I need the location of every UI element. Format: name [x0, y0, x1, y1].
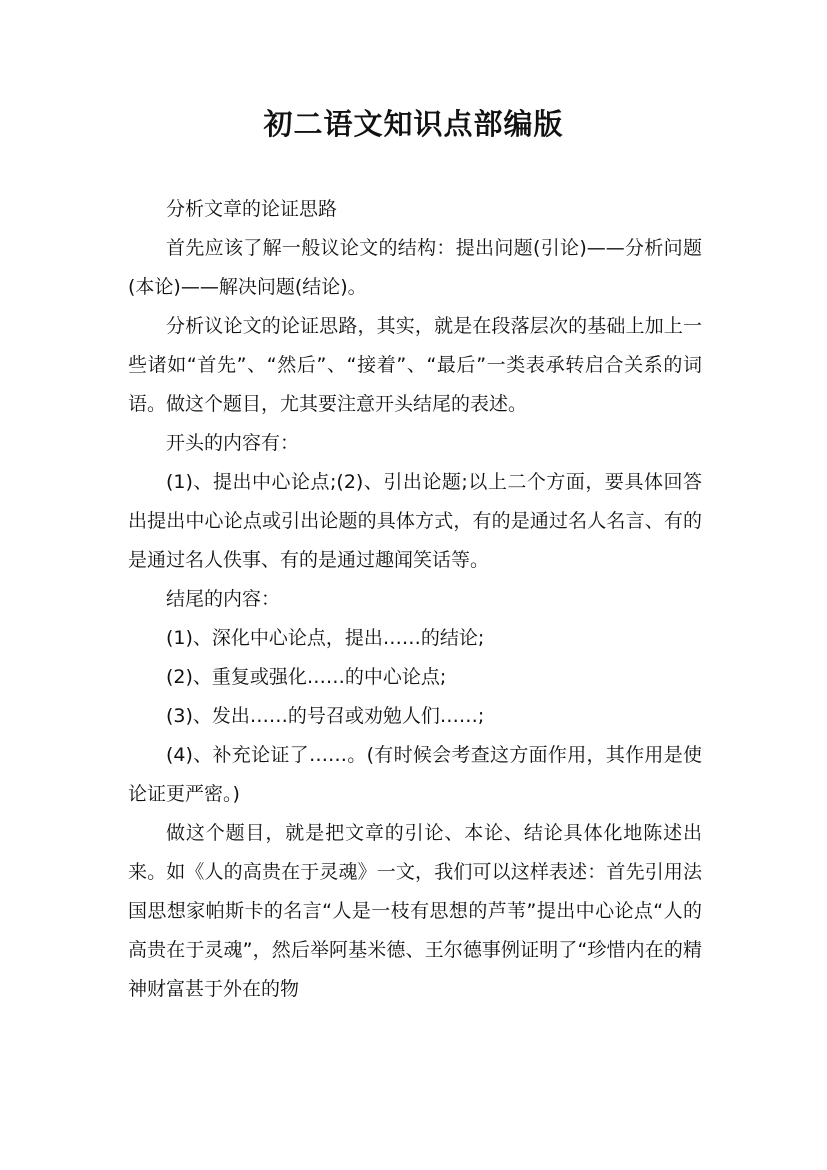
- paragraph-analysis-method: 分析议论文的论证思路，其实，就是在段落层次的基础上加上一些诸如“首先”、“然后”、“接着”、“最后”一类表承转启合关系的词语。做这个题目，尤其要注意开头结尾的表述。: [128, 315, 702, 415]
- section-heading-argument-structure: 分析文章的论证思路: [166, 198, 338, 220]
- paragraph-opening-content: (1)、提出中心论点;(2)、引出论题;以上二个方面，要具体回答出提出中心论点或引出论题的具体方式，有的是通过名人名言、有的是通过名人佚事、有的是通过趣闻笑话等。: [128, 471, 702, 571]
- paragraph-ending-heading: 结尾的内容：: [166, 588, 281, 610]
- paragraph-ending-item-4: (4)、补充论证了……。(有时候会考查这方面作用，其作用是使论证更严密。): [128, 744, 702, 805]
- document-title: 初二语文知识点部编版: [263, 107, 564, 141]
- document-body: [128, 190, 702, 1009]
- paragraph-structure-overview: 首先应该了解一般议论文的结构：提出问题(引论)——分析问题(本论)——解决问题(结论)。: [128, 237, 702, 298]
- paragraph-ending-item-1: (1)、深化中心论点，提出……的结论;: [166, 627, 485, 649]
- paragraph-opening-heading: 开头的内容有：: [166, 432, 300, 454]
- paragraph-ending-item-2: (2)、重复或强化……的中心论点;: [166, 666, 447, 688]
- paragraph-example: 做这个题目，就是把文章的引论、本论、结论具体化地陈述出来。如《人的高贵在于灵魂》一文，我们可以这样表述：首先引用法国思想家帕斯卡的名言“人是一枝有思想的芦苇”提出中心论点“人的高贵在于灵魂”，然后举阿基米德、王尔德事例证明了“珍惜内在的精神财富甚于外在的物: [128, 822, 702, 1000]
- paragraph-ending-item-3: (3)、发出……的号召或劝勉人们……;: [166, 705, 485, 727]
